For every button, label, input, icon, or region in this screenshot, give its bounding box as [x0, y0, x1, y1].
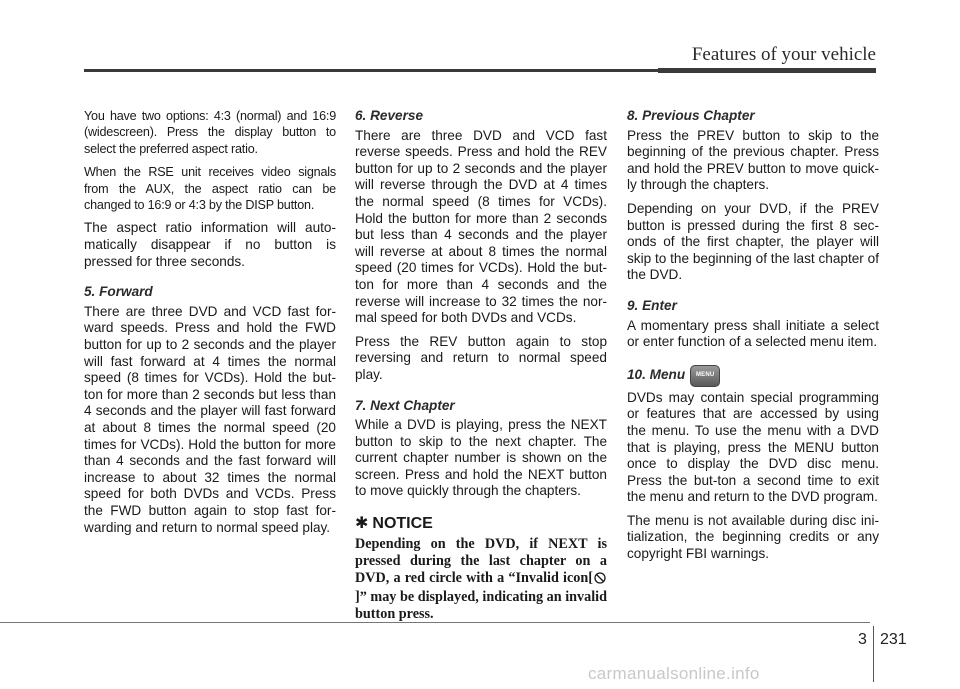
notice-star-icon: ✱ — [355, 515, 369, 533]
section-number: 3 — [858, 631, 867, 648]
reverse-heading: 6. Reverse — [355, 108, 424, 123]
page-number-divider — [873, 626, 874, 682]
next-chapter-heading: 7. Next Chapter — [355, 397, 455, 413]
menu-heading-text: 10. Menu — [627, 367, 686, 383]
reverse-paragraph: There are three DVD and VCD fast reverse speeds. Press and hold the REV button for up to 2 seconds and the player will reverse through the DVD at 4 times the normal speed (8 times for VCDs). Hold the button for more than 2 seconds but less than 4 seconds and the player will reverse at about 8 times the normal speed (20 times for VCDs). Hold the but-ton for more than 4 seconds and the reverse will increase to 32 times the nor-mal speed for both DVDs and VCDs. — [355, 127, 607, 326]
menu-heading — [627, 365, 879, 387]
column-1 — [84, 108, 336, 543]
previous-chapter-paragraph: Press the PREV button to skip to the beginning of the previous chapter. Press and hold the PREV button to move quick-ly through the chapters. — [627, 127, 879, 193]
next-chapter-paragraph: While a DVD is playing, press the NEXT button to skip to the next chapter. The current chapter number is shown on the screen. Press and hold the NEXT button to move quickly through the chapters. — [355, 417, 607, 499]
menu-button-icon: MENU — [690, 365, 720, 387]
header-rule — [84, 69, 876, 72]
notice-text-end: ]” may be displayed, indicating an invalid button press. — [355, 588, 607, 622]
footer-rule — [0, 622, 870, 623]
forward-heading: 5. Forward — [84, 284, 153, 300]
menu-unavailable-paragraph: The menu is not available during disc ini-tialization, the beginning credits or any copyright FBI warnings. — [627, 512, 879, 562]
aspect-info-paragraph: The aspect ratio information will auto-matically disappear if no button is pressed for three seconds. — [84, 220, 336, 269]
previous-chapter-heading: 8. Previous Chapter — [627, 108, 755, 123]
invalid-icon — [594, 572, 606, 589]
column-2 — [355, 108, 607, 623]
enter-heading: 9. Enter — [627, 297, 677, 313]
menu-paragraph: DVDs may contain special programming or features that are accessed by using the menu. To use the menu with a DVD that is playing, press the MENU button once to display the DVD disc menu. Press the but-ton a second time to exit the menu and return to the DVD program. — [627, 389, 879, 505]
header-title: Features of your vehicle — [691, 44, 876, 65]
notice-title-text: NOTICE — [372, 515, 433, 533]
enter-paragraph: A momentary press shall initiate a select or enter function of a selected menu item. — [627, 317, 879, 350]
column-3 — [627, 108, 879, 570]
page-number: 231 — [880, 631, 907, 648]
reverse-stop-paragraph: Press the REV button again to stop reversing and return to normal speed play. — [355, 333, 607, 382]
notice-paragraph — [355, 536, 607, 623]
previous-chapter-dvd-paragraph: Depending on your DVD, if the PREV button is pressed during the first 8 sec-onds of the first chapter, the player will skip to the beginning of the last chapter of the DVD. — [627, 200, 879, 283]
aux-aspect-paragraph: When the RSE unit receives video signals from the AUX, the aspect ratio can be changed to 16:9 or 4:3 by the DISP button. — [84, 165, 336, 213]
forward-paragraph: There are three DVD and VCD fast for-ward speeds. Press and hold the FWD button for up to 2 seconds and the player will fast forward at 4 times the normal speed (8 times for VCDs). Hold the but-ton for more than 2 seconds but less than 4 seconds and the player will fast forward at about 8 times the normal speed (20 times for VCDs). Hold the button for more than 4 seconds and the fast forward will increase to about 32 times the normal speed for both DVDs and VCDs. Press the FWD button again to stop fast for-warding and return to normal speed play. — [84, 303, 336, 535]
notice-text-start: Depending on the DVD, if NEXT is pressed during the last chapter on a DVD, a red circle with a “Invalid icon[ — [355, 535, 607, 586]
watermark: carmanualsonline.info — [588, 664, 760, 683]
notice-heading — [355, 516, 607, 533]
aspect-options-paragraph: You have two options: 4:3 (normal) and 16:9 (widescreen). Press the display button to select the preferred aspect ratio. — [84, 109, 336, 156]
